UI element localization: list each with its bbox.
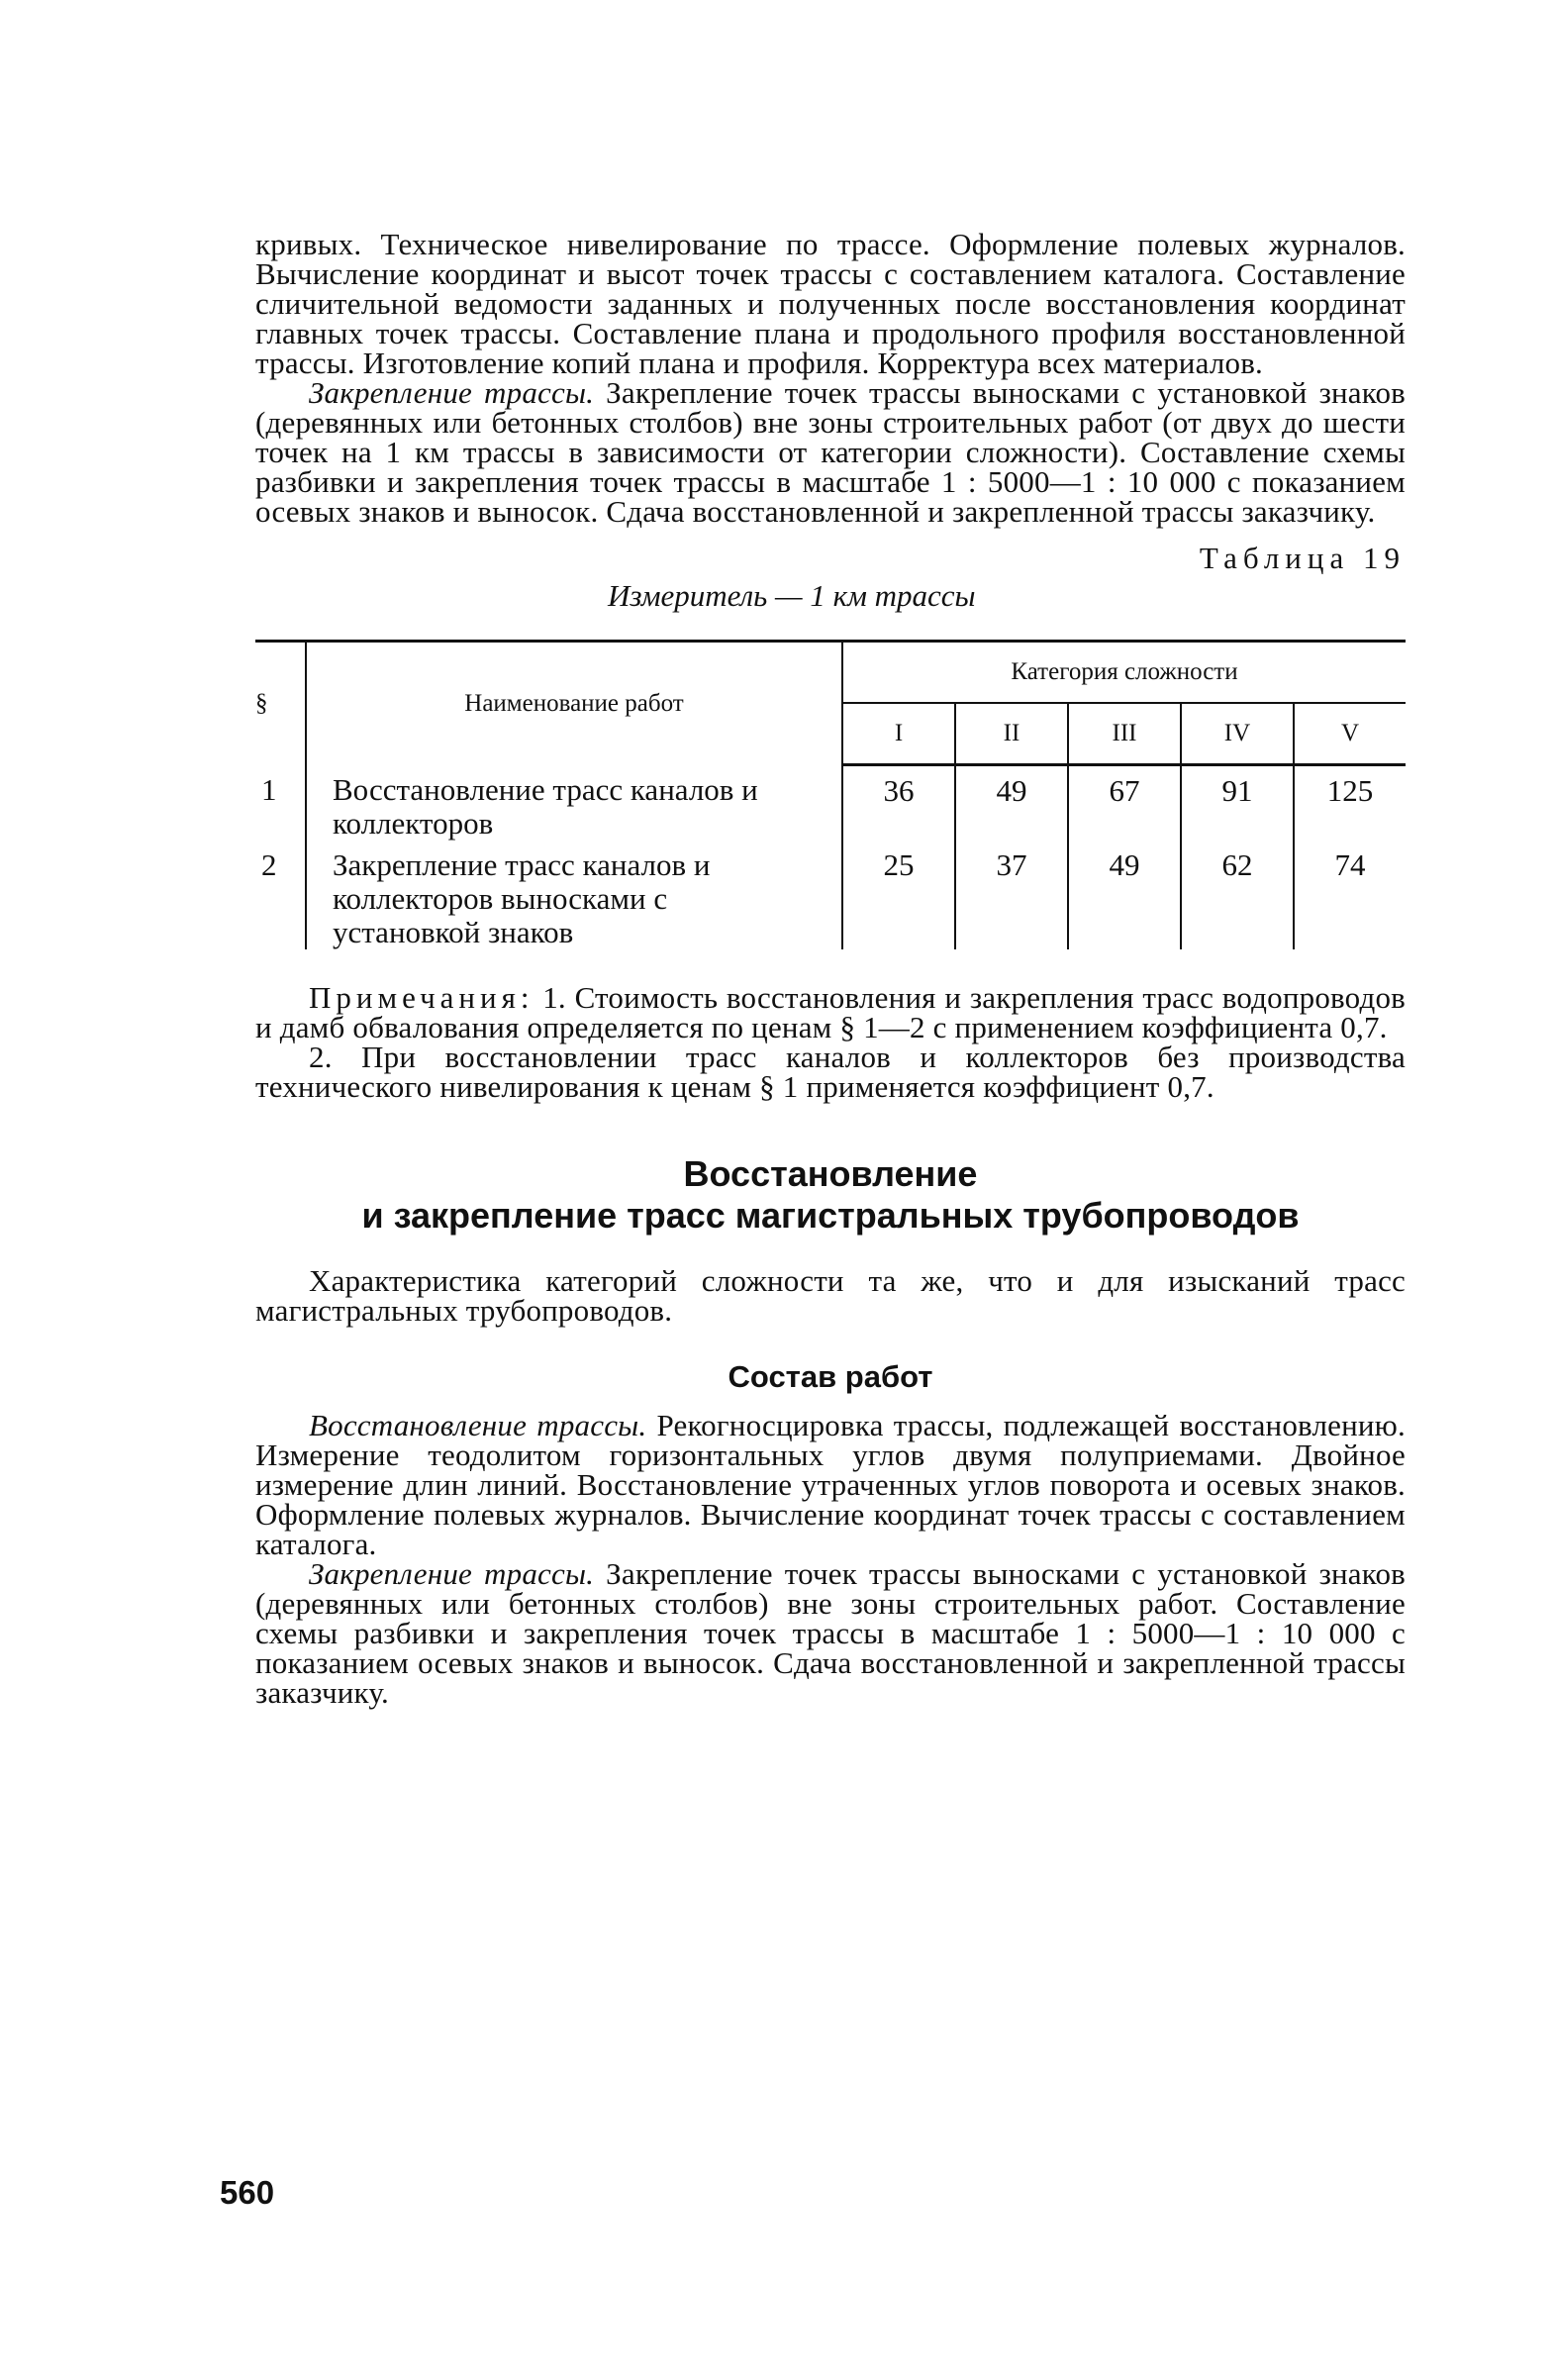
note-1-text: 1. Стоимость восстановления и закрепления трасс водопроводов и дамб обвалования определяется по ценам § 1—2 с применением коэффициента 0,7. — [255, 979, 1406, 1044]
header-category-2: II — [955, 703, 1068, 765]
header-category-5: V — [1294, 703, 1406, 765]
table-row — [255, 765, 1406, 841]
table-caption — [255, 541, 1406, 640]
document-page — [255, 227, 1406, 1710]
fixing-text-2: Закрепление точек трассы выносками с установкой знаков (деревянных или бетонных столбов) вне зоны строительных работ. Составление схемы разбивки и закрепления точек трассы в масштабе 1 : 5000—1 : 10 000 с показанием осевых знаков и выносок. Сдача восстановленной и закрепленной трассы заказчику. — [255, 1555, 1406, 1710]
header-category-4: IV — [1181, 703, 1294, 765]
row-value-3: 49 — [1068, 841, 1181, 949]
fixing-text-1: Закрепление точек трассы выносками с установкой знаков (деревянных или бетонных столбов) вне зоны строительных работ (от двух до шести точек на 1 км трассы в зависимости от категории сложности). Составление схемы разбивки и закрепления точек трассы в масштабе 1 : 5000—1 : 10 000 с показанием осевых знаков и выносок. Сдача восстановленной и закрепленной трассы заказчику. — [255, 375, 1406, 529]
fixing-paragraph-2 — [255, 1555, 1406, 1710]
section-heading-line-2: и закрепление трасс магистральных трубопроводов — [361, 1194, 1300, 1236]
header-category-3: III — [1068, 703, 1181, 765]
note-1 — [255, 979, 1406, 1044]
row-value-1: 25 — [842, 841, 955, 949]
row-value-1: 36 — [842, 765, 955, 841]
row-value-4: 62 — [1181, 841, 1294, 949]
header-category: Категория сложности — [842, 642, 1406, 704]
row-value-2: 37 — [955, 841, 1068, 949]
notes-label: Примечания: — [309, 979, 534, 1015]
note-2: 2. При восстановлении трасс каналов и коллекторов без производства технического нивелирования к ценам § 1 применяется коэффициент 0,7. — [255, 1039, 1406, 1104]
header-work-name: Наименование работ — [306, 642, 842, 765]
section-heading — [255, 1153, 1406, 1237]
table-row — [255, 841, 1406, 949]
row-value-2: 49 — [955, 765, 1068, 841]
work-cost-table — [255, 640, 1406, 949]
restoration-paragraph — [255, 1407, 1406, 1561]
page-number: 560 — [220, 2174, 275, 2211]
restoration-text: Рекогносцировка трассы, подлежащей восстановлению. Измерение теодолитом горизонтальных углов двумя полуприемами. Двойное измерение длин линий. Восстановление утраченных углов поворота и осевых знаков. Оформление полевых журналов. Вычисление координат точек трассы с составлением каталога. — [255, 1407, 1406, 1561]
header-category-1: I — [842, 703, 955, 765]
table-unit: Измеритель — 1 км трассы — [608, 578, 976, 613]
row-value-5: 125 — [1326, 773, 1374, 808]
row-value-4: 91 — [1181, 765, 1294, 841]
row-section: 1 — [255, 765, 306, 841]
subheading: Состав работ — [728, 1358, 933, 1394]
row-section: 2 — [255, 841, 306, 949]
table-notes — [255, 979, 1406, 1104]
row-value-3: 67 — [1068, 765, 1181, 841]
intro-paragraph: кривых. Техническое нивелирование по трассе. Оформление полевых журналов. Вычисление координат и высот точек трассы с составлением каталога. Составление сличительной ведомости заданных и полученных после восстановления координат главных точек трассы. Составление плана и продольного профиля восстановленной трассы. Изготовление копий плана и профиля. Корректура всех материалов. — [255, 227, 1406, 380]
fixing-title-1: Закрепление трассы. — [309, 375, 595, 410]
section-heading-line-1: Восстановление — [683, 1152, 978, 1194]
fixing-paragraph-1 — [255, 375, 1406, 529]
row-work-name: Восстановление трасс каналов и коллекторов — [306, 765, 842, 841]
row-value-5: 74 — [1334, 846, 1366, 882]
fixing-title-2: Закрепление трассы. — [309, 1555, 595, 1591]
row-work-name: Закрепление трасс каналов и коллекторов выносками с установкой знаков — [306, 841, 842, 949]
table-number: Таблица 19 — [1199, 541, 1406, 575]
header-section: § — [255, 642, 306, 765]
characteristics-paragraph: Характеристика категорий сложности та же, что и для изысканий трасс магистральных трубопроводов. — [255, 1262, 1406, 1328]
restoration-title: Восстановление трассы. — [309, 1407, 647, 1442]
